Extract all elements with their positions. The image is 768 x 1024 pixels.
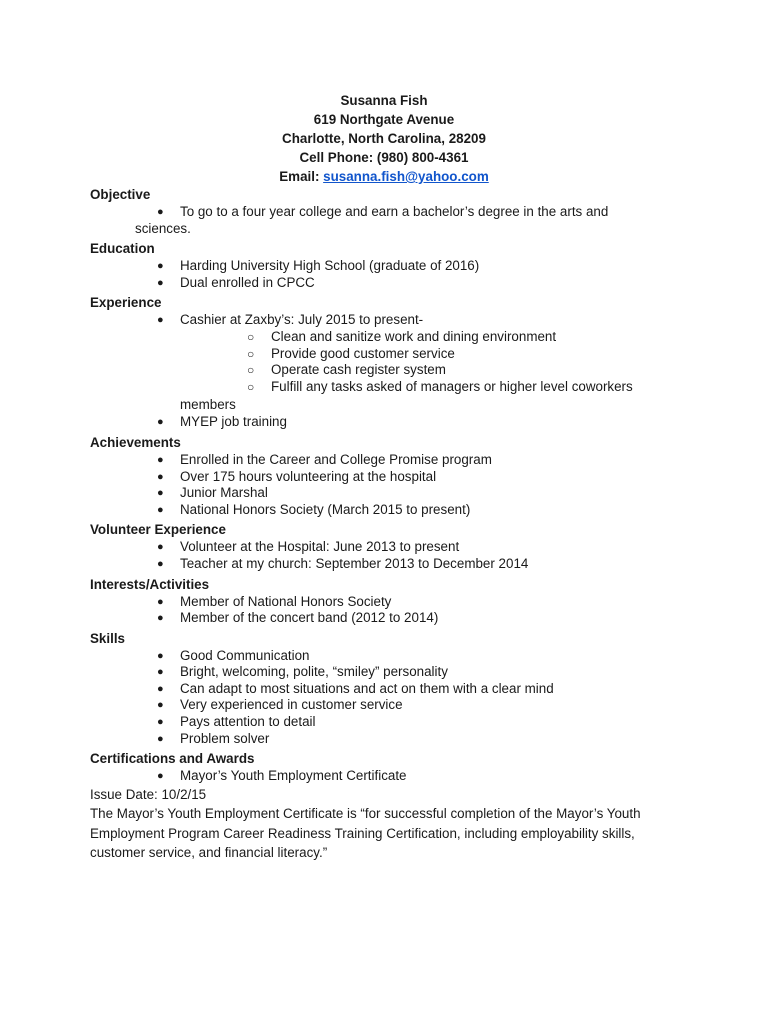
list-item [90, 312, 690, 329]
bullet-icon: ● [157, 682, 164, 695]
objective-text-line1: To go to a four year college and earn a bachelor’s degree in the arts and [180, 204, 609, 219]
objective-list [90, 204, 690, 237]
education-list [90, 258, 690, 291]
volunteer-item: Teacher at my church: September 2013 to December 2014 [180, 555, 529, 571]
list-item [90, 681, 690, 698]
bullet-icon: ● [157, 470, 164, 483]
interests-heading: Interests/Activities [90, 576, 210, 592]
bullet-icon: ● [157, 716, 164, 729]
cell-phone: Cell Phone: (980) 800-4361 [299, 150, 469, 165]
list-item [90, 731, 690, 748]
certifications-heading: Certifications and Awards [90, 751, 255, 767]
skill-item: Good Communication [180, 647, 310, 663]
education-item: Harding University High School (graduate of 2016) [180, 258, 480, 274]
job-title: Cashier at Zaxby’s: July 2015 to present- [180, 312, 424, 328]
bullet-icon: ● [157, 416, 164, 429]
applicant-name: Susanna Fish [340, 93, 428, 108]
sub-list-item [90, 346, 690, 363]
bullet-icon: ● [157, 503, 164, 516]
city-state-zip: Charlotte, North Carolina, 28209 [282, 131, 486, 146]
email-link[interactable]: susanna.fish@yahoo.com [323, 169, 489, 184]
bullet-icon: ● [157, 649, 164, 662]
duty-text: Clean and sanitize work and dining environment [271, 328, 557, 344]
list-item [90, 414, 690, 431]
duty-text: Operate cash register system [271, 362, 446, 378]
list-item [90, 664, 690, 681]
bullet-icon: ● [157, 699, 164, 712]
experience-list-2 [90, 414, 690, 431]
list-item [90, 768, 690, 785]
list-item [90, 539, 690, 556]
education-item: Dual enrolled in CPCC [180, 274, 315, 290]
job-duties-list [90, 329, 690, 395]
bullet-icon: ● [157, 595, 164, 608]
list-item [90, 648, 690, 665]
list-item [90, 275, 690, 292]
skill-item: Very experienced in customer service [180, 697, 403, 713]
skill-item: Can adapt to most situations and act on them with a clear mind [180, 680, 554, 696]
experience-heading: Experience [90, 295, 162, 311]
sub-list-item [90, 329, 690, 346]
sub-list-item [90, 379, 690, 396]
list-item [90, 469, 690, 486]
circle-bullet-icon: ○ [247, 346, 255, 361]
list-item [90, 714, 690, 731]
duty-text: Fulfill any tasks asked of managers or higher level coworkers [271, 378, 633, 394]
list-item [90, 452, 690, 469]
certificate-description-line3: customer service, and financial literacy.” [90, 845, 328, 861]
skill-item: Problem solver [180, 730, 270, 746]
bullet-icon: ● [157, 487, 164, 500]
skill-item: Pays attention to detail [180, 714, 316, 730]
bullet-icon: ● [157, 612, 164, 625]
achievements-heading: Achievements [90, 434, 181, 450]
bullet-icon: ● [157, 541, 164, 554]
contact-header [0, 91, 768, 186]
achievement-item: National Honors Society (March 2015 to present) [180, 501, 471, 517]
interest-item: Member of National Honors Society [180, 593, 392, 609]
street-address: 619 Northgate Avenue [313, 112, 455, 127]
list-item [90, 204, 690, 237]
issue-date: Issue Date: 10/2/15 [90, 786, 207, 802]
duty-wrap-text: members [180, 397, 236, 413]
list-item [90, 485, 690, 502]
achievement-item: Junior Marshal [180, 485, 268, 501]
bullet-icon: ● [157, 453, 164, 466]
bullet-icon: ● [157, 666, 164, 679]
volunteer-item: Volunteer at the Hospital: June 2013 to present [180, 539, 460, 555]
skill-item: Bright, welcoming, polite, “smiley” personality [180, 664, 448, 680]
education-heading: Education [90, 241, 155, 257]
email-label: Email: [279, 169, 324, 184]
bullet-icon: ● [157, 732, 164, 745]
volunteer-heading: Volunteer Experience [90, 522, 226, 538]
list-item [90, 502, 690, 519]
certificate-description-line2: Employment Program Career Readiness Training Certification, including employability skills, [90, 825, 635, 841]
list-item [90, 697, 690, 714]
sub-list-item [90, 362, 690, 379]
list-item [90, 556, 690, 573]
achievement-item: Enrolled in the Career and College Promise program [180, 451, 492, 467]
duty-text: Provide good customer service [271, 345, 455, 361]
list-item [90, 610, 690, 627]
achievement-item: Over 175 hours volunteering at the hospital [180, 468, 437, 484]
resume-body [90, 185, 690, 863]
bullet-icon: ● [157, 770, 164, 783]
objective-heading: Objective [90, 187, 151, 202]
list-item [90, 594, 690, 611]
circle-bullet-icon: ○ [247, 379, 255, 394]
certifications-list [90, 768, 690, 785]
list-item [90, 258, 690, 275]
objective-text-line2: sciences. [135, 220, 191, 236]
experience-list [90, 312, 690, 329]
interests-list [90, 594, 690, 627]
skills-heading: Skills [90, 630, 125, 646]
email-line [0, 167, 768, 186]
skills-list [90, 648, 690, 748]
interest-item: Member of the concert band (2012 to 2014) [180, 610, 439, 626]
achievements-list [90, 452, 690, 518]
bullet-icon: ● [157, 276, 164, 289]
bullet-icon: ● [157, 557, 164, 570]
circle-bullet-icon: ○ [247, 363, 255, 378]
bullet-icon: ● [157, 260, 164, 273]
circle-bullet-icon: ○ [247, 329, 255, 344]
volunteer-list [90, 539, 690, 572]
bullet-icon: ● [157, 206, 164, 218]
job-title: MYEP job training [180, 414, 287, 430]
certificate-item: Mayor’s Youth Employment Certificate [180, 768, 407, 784]
certificate-description-line1: The Mayor’s Youth Employment Certificate is “for successful completion of the Mayor’s Youth [90, 806, 641, 822]
bullet-icon: ● [157, 314, 164, 327]
